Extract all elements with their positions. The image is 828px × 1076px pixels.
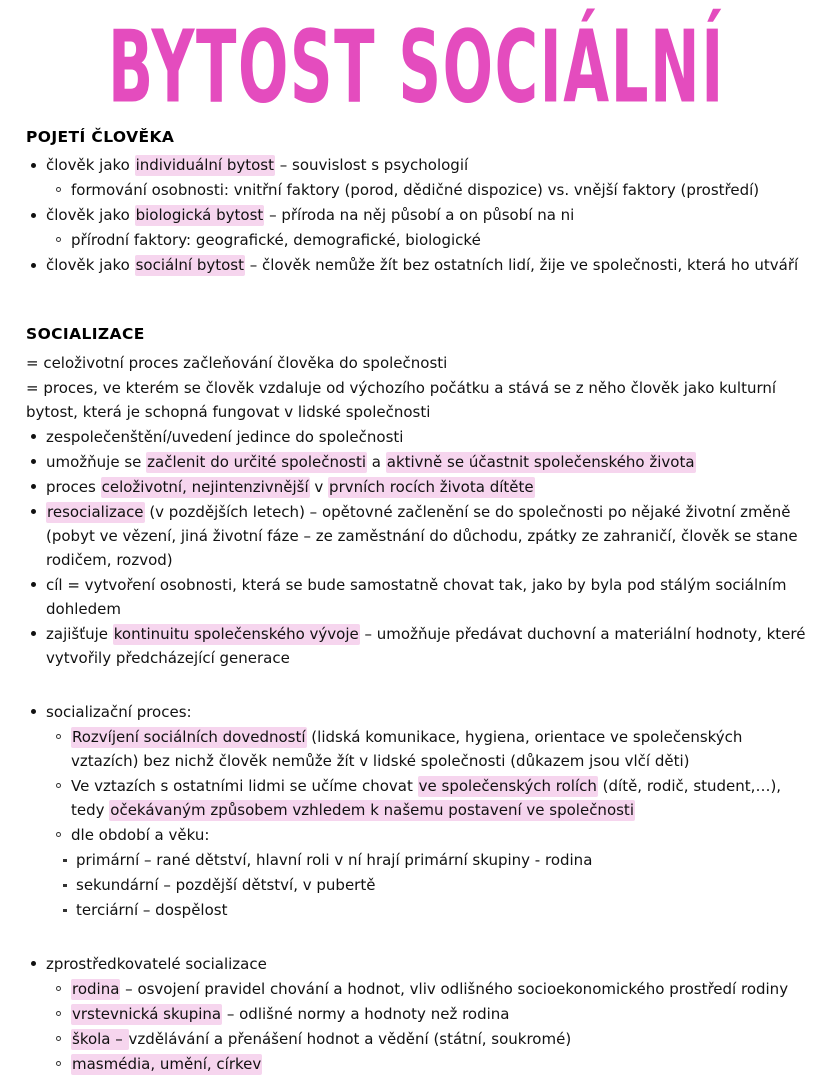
text-run: terciární – dospělost: [76, 900, 228, 919]
bullet-list-level-1: [26, 425, 806, 670]
bullet-list-level-1: [26, 952, 806, 976]
text-run: – člověk nemůže žít bez ostatních lidí, žije ve společnosti, která ho utváří: [244, 256, 799, 275]
bullet-list-level-2: [26, 977, 806, 1076]
text-run: – souvislost s psychologií: [275, 156, 469, 175]
section-socializacni-proces: [26, 700, 806, 922]
process-lead: [26, 700, 806, 724]
highlighted-text: masmédia, umění, církev: [72, 1054, 262, 1073]
list-item: [26, 700, 806, 724]
text-run: formování osobnosti: vnitřní faktory (porod, dědičné dispozice) vs. vnější faktory (prostředí): [71, 181, 760, 200]
list-item: [26, 622, 806, 670]
highlighted-text: začlenit do určité společnosti: [147, 452, 367, 471]
agents-lead: [26, 952, 806, 976]
list-item: [26, 253, 806, 277]
text-run: = celoživotní proces začleňování člověka do společnosti: [26, 353, 448, 372]
section-heading: SOCIALIZACE: [26, 325, 145, 344]
bullet-list-level-1: [26, 253, 806, 277]
highlighted-text: resocializace: [47, 502, 144, 521]
text-run: (v pozdějších letech) – opětovné začlenění se do společnosti po nějaké životní změně (pobyt ve vězení, jiná životní fáze – ze zaměstnání do důchodu, zpátky ze zahraničí, člověk se stane rodičem, rozvod): [46, 502, 798, 569]
title-container: [26, 0, 806, 128]
list-item: [53, 977, 806, 1001]
bullet-list-level-2: [26, 178, 806, 202]
list-item: [60, 873, 806, 897]
text-run: přírodní faktory: geografické, demografické, biologické: [71, 231, 481, 250]
highlighted-text: individuální bytost: [135, 156, 275, 175]
text-run: a: [367, 452, 386, 471]
highlighted-text: škola –: [72, 1029, 128, 1048]
page-title: BYTOST SOCIÁLNÍ: [107, 7, 725, 126]
bullet-list-level-2: [26, 228, 806, 252]
highlighted-text: rodina: [72, 979, 120, 998]
section-heading: POJETÍ ČLOVĚKA: [26, 128, 175, 146]
text-run: vzdělávání a přenášení hodnot a vědění (státní, soukromé): [128, 1029, 572, 1048]
text-run: člověk jako: [46, 206, 135, 225]
list-item: [26, 203, 806, 227]
bullet-list-level-1: [26, 203, 806, 227]
text-run: člověk jako: [46, 256, 135, 275]
text-run: – odlišné normy a hodnoty než rodina: [222, 1004, 510, 1023]
list-item: [26, 952, 806, 976]
text-run: = proces, ve kterém se člověk vzdaluje od výchozího počátku a stává se z něho člověk jako kulturní bytost, která je schopná fungovat v lidské společnosti: [26, 378, 777, 421]
text-run: cíl = vytvoření osobnosti, která se bude samostatně chovat tak, jako by byla pod stálým sociálním dohledem: [46, 575, 787, 618]
text-run: člověk jako: [46, 156, 135, 175]
list-item: [26, 500, 806, 572]
process-age-items: [26, 848, 806, 922]
text-run: umožňuje se: [46, 452, 147, 471]
text-run: zprostředkovatelé socializace: [46, 954, 267, 973]
list-item: [53, 725, 806, 773]
section-pojeti-cloveka: [26, 128, 806, 277]
highlighted-text: očekávaným způsobem vzhledem k našemu postavení ve společnosti: [110, 800, 634, 819]
spacer: [26, 281, 806, 301]
list-item: [53, 1027, 806, 1051]
bullet-list-level-1: [26, 700, 806, 724]
text-run: sekundární – pozdější dětství, v pubertě: [76, 875, 376, 894]
bullet-list-level-1: [26, 153, 806, 177]
list-item: [26, 450, 806, 474]
process-items: [26, 725, 806, 847]
text-run: v: [309, 477, 329, 496]
text-run: Ve vztazích s ostatními lidmi se učíme chovat: [71, 776, 418, 795]
list-item: [53, 774, 806, 822]
highlighted-text: prvních rocích života dítěte: [329, 477, 534, 496]
list-item: [26, 425, 806, 449]
section-body: [26, 351, 806, 670]
highlighted-text: Rozvíjení sociálních dovedností: [72, 727, 306, 746]
spacer: [26, 674, 806, 700]
section-socializace: [26, 325, 806, 669]
list-item: [53, 228, 806, 252]
list-item: [60, 848, 806, 872]
text-run: – osvojení pravidel chování a hodnot, vliv odlišného socioekonomického prostředí rodiny: [120, 979, 789, 998]
highlighted-text: kontinuitu společenského vývoje: [113, 624, 359, 643]
list-item: [53, 823, 806, 847]
list-item: [53, 178, 806, 202]
text-run: (lidská komunikace, hygiena, orientace ve společenských vztazích) bez nichž člověk nemůže žít v lidské společnosti (důkazem jsou vlčí děti): [71, 727, 743, 770]
text-run: zajišťuje: [46, 624, 113, 643]
text-run: proces: [46, 477, 101, 496]
highlighted-text: biologická bytost: [135, 206, 264, 225]
list-item: [60, 898, 806, 922]
text-run: primární – rané dětství, hlavní roli v ní hrají primární skupiny - rodina: [76, 850, 593, 869]
highlighted-text: ve společenských rolích: [418, 776, 597, 795]
list-item: [53, 1002, 806, 1026]
text-run: – umožňuje předávat duchovní a materiální hodnoty, které vytvořily předcházející generace: [46, 624, 806, 667]
spacer: [26, 926, 806, 952]
agents-items: [26, 977, 806, 1076]
section-body: [26, 153, 806, 277]
highlighted-text: vrstevnická skupina: [72, 1004, 222, 1023]
list-item: [26, 475, 806, 499]
bullet-list-level-2: [26, 725, 806, 847]
bullet-list-level-3: [26, 848, 806, 922]
definition-line: [26, 376, 806, 424]
highlighted-text: sociální bytost: [135, 256, 244, 275]
text-run: socializační proces:: [46, 702, 192, 721]
list-item: [26, 153, 806, 177]
definition-line: [26, 351, 806, 375]
text-run: zespolečenštění/uvedení jedince do společnosti: [46, 427, 404, 446]
list-item: [53, 1052, 806, 1076]
text-run: dle období a věku:: [71, 825, 210, 844]
highlighted-text: aktivně se účastnit společenského života: [386, 452, 695, 471]
text-run: – příroda na něj působí a on působí na ni: [264, 206, 575, 225]
section-zprostredkovatele: [26, 952, 806, 1076]
highlighted-text: celoživotní, nejintenzivnější: [101, 477, 309, 496]
text-run: (dítě, rodič, student,…), tedy: [71, 776, 782, 819]
list-item: [26, 573, 806, 621]
